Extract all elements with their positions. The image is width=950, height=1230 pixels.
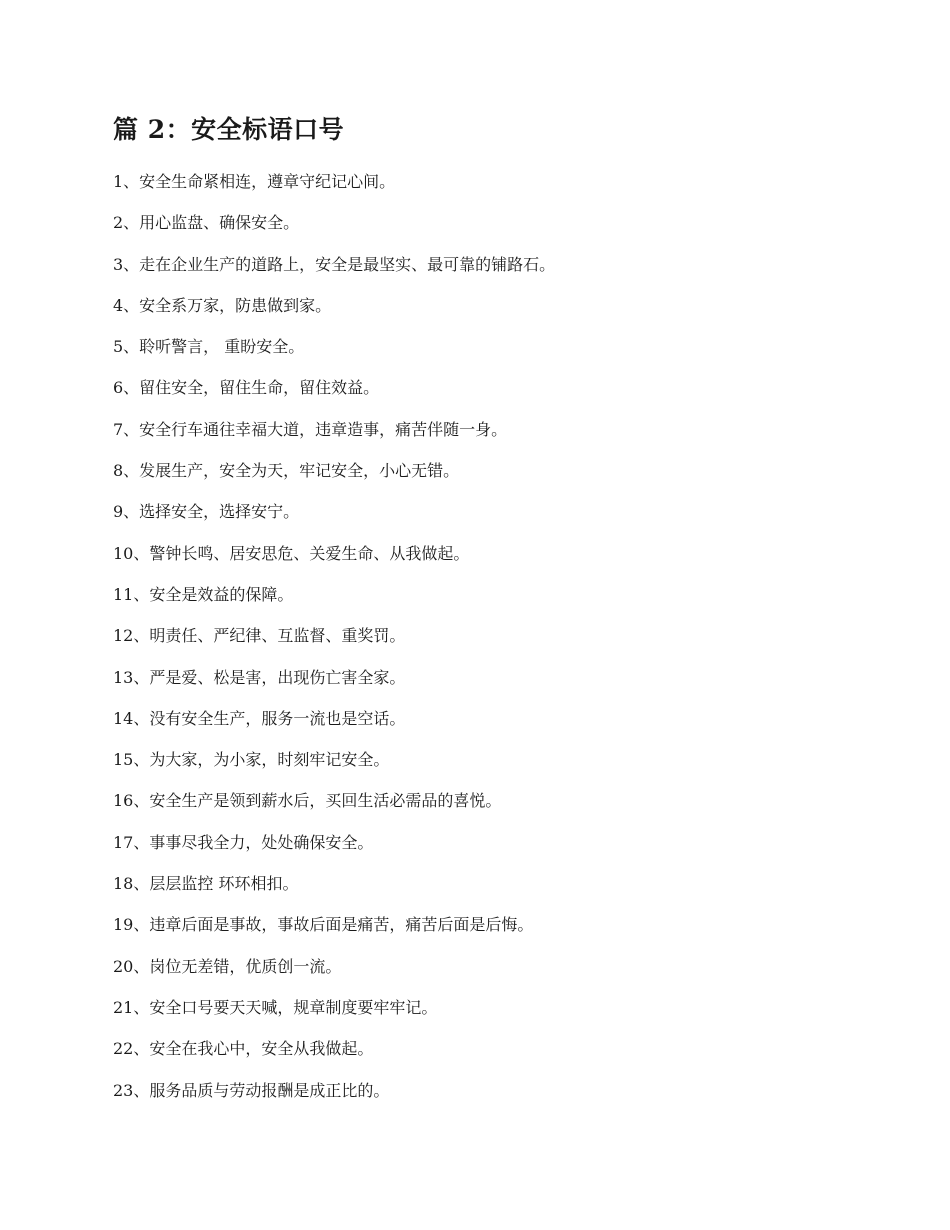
list-item: 20、岗位无差错，优质创一流。 <box>113 956 342 976</box>
list-item: 21、安全口号要天天喊，规章制度要牢牢记。 <box>113 997 438 1017</box>
list-item: 22、安全在我心中，安全从我做起。 <box>113 1039 374 1059</box>
list-item: 16、安全生产是领到薪水后，买回生活必需品的喜悦。 <box>113 791 502 811</box>
list-item: 11、安全是效益的保障。 <box>113 584 294 604</box>
page-title: 篇 2：安全标语口号 <box>113 115 345 144</box>
list-item: 7、安全行车通往幸福大道，违章造事，痛苦伴随一身。 <box>113 419 508 439</box>
list-item: 6、留住安全，留住生命，留住效益。 <box>113 378 380 398</box>
list-item: 4、安全系万家，防患做到家。 <box>113 295 332 315</box>
list-item: 17、事事尽我全力，处处确保安全。 <box>113 832 374 852</box>
list-item: 18、层层监控 环环相扣。 <box>113 874 299 894</box>
slogan-list <box>113 168 555 1118</box>
list-item: 5、聆听警言， 重盼安全。 <box>113 337 305 357</box>
list-item: 15、为大家，为小家，时刻牢记安全。 <box>113 750 390 770</box>
list-item: 12、明责任、严纪律、互监督、重奖罚。 <box>113 626 406 646</box>
list-item: 19、违章后面是事故，事故后面是痛苦，痛苦后面是后悔。 <box>113 915 534 935</box>
list-item: 23、服务品质与劳动报酬是成正比的。 <box>113 1080 390 1100</box>
list-item: 14、没有安全生产，服务一流也是空话。 <box>113 708 406 728</box>
list-item: 3、走在企业生产的道路上，安全是最坚实、最可靠的铺路石。 <box>113 254 556 274</box>
list-item: 13、严是爱、松是害，出现伤亡害全家。 <box>113 667 406 687</box>
list-item: 10、警钟长鸣、居安思危、关爱生命、从我做起。 <box>113 543 470 563</box>
list-item: 1、安全生命紧相连，遵章守纪记心间。 <box>113 172 396 191</box>
list-item: 2、用心监盘、确保安全。 <box>113 213 300 233</box>
list-item: 9、选择安全，选择安宁。 <box>113 502 300 522</box>
list-item: 8、发展生产，安全为天，牢记安全，小心无错。 <box>113 461 460 481</box>
